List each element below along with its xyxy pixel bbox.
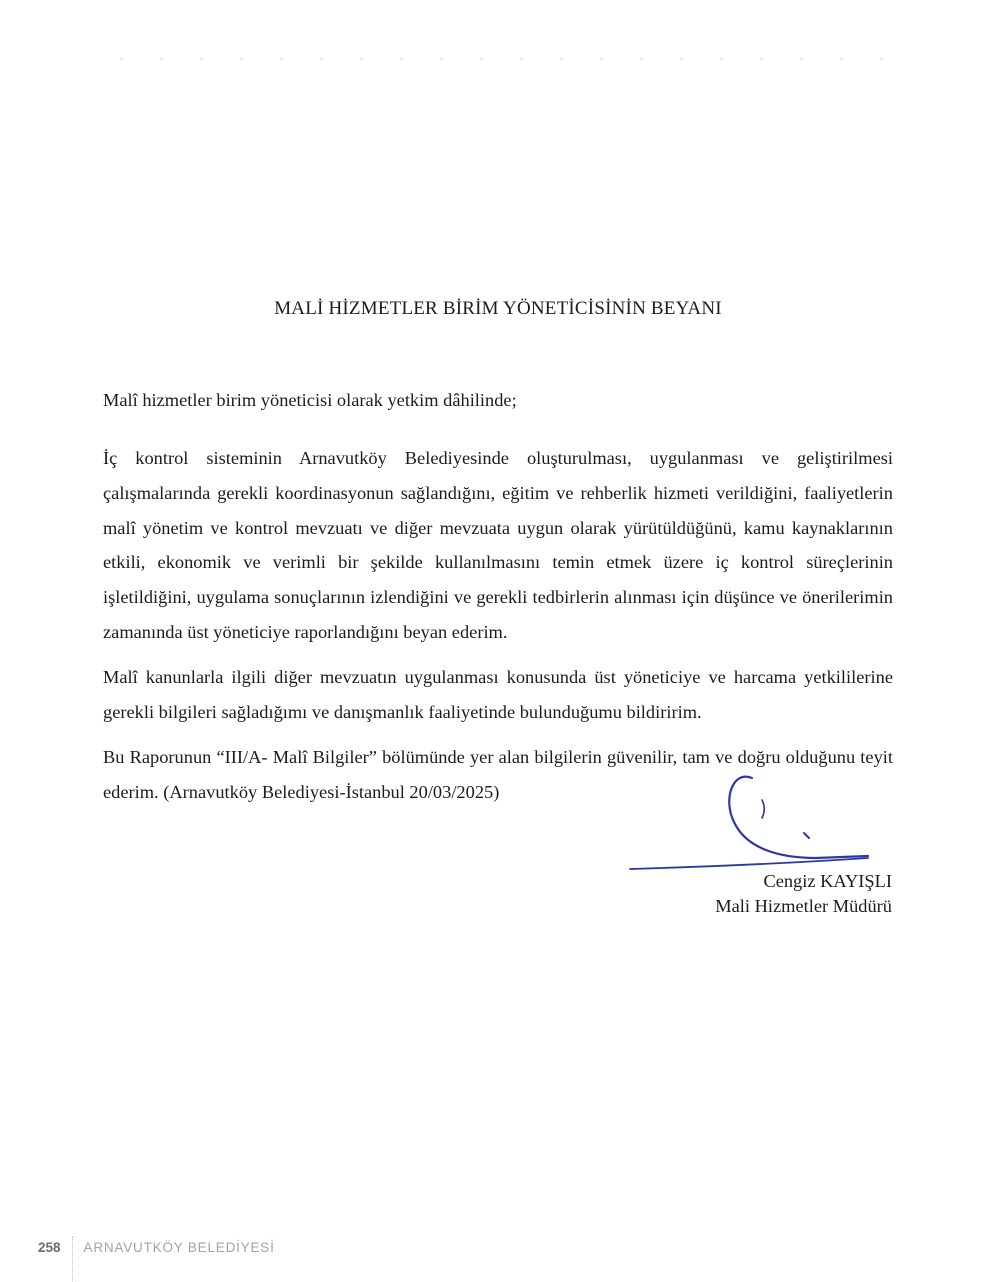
- paragraph-confirmation: Bu Raporunun “III/A- Malî Bilgiler” bölümünde yer alan bilgilerin güvenilir, tam ve doğru olduğunu teyit ederim. (Arnavutköy Belediyesi-İstanbul 20/03/2025): [103, 747, 893, 802]
- page-footer: [38, 1236, 275, 1258]
- intro-line: Malî hizmetler birim yöneticisi olarak yetkim dâhilinde;: [103, 390, 517, 410]
- footer-divider: [72, 1236, 74, 1282]
- signer-block: [715, 869, 892, 919]
- document-title: MALİ HİZMETLER BİRİM YÖNETİCİSİNİN BEYANI: [274, 298, 722, 319]
- signature-dot: [804, 833, 809, 838]
- paragraph-financial-laws: Malî kanunlarla ilgili diğer mevzuatın uygulanması konusunda üst yöneticiye ve harcama yetkililerine gerekli bilgileri sağladığımı ve danışmanlık faaliyetinde bulunduğumu bildiririm.: [103, 667, 893, 722]
- signature-underline: [630, 858, 868, 869]
- signer-name: Cengiz KAYIŞLI: [763, 871, 892, 891]
- scan-edge-artifact: [120, 58, 910, 60]
- paragraph-internal-control: İç kontrol sisteminin Arnavutköy Belediyesinde oluşturulması, uygulanması ve geliştirilmesi çalışmalarında gerekli koordinasyonun sağlandığını, eğitim ve rehberlik hizmeti verildiğini, faaliyetlerin malî yönetim ve kontrol mevzuatı ve diğer mevzuata uygun olarak yürütüldüğünü, kamu kaynaklarının etkili, ekonomik ve verimli bir şekilde kullanılmasını temin etmek üzere iç kontrol süreçlerinin işletildiğini, uygulama sonuçlarının izlendiğini ve gerekli tedbirlerin alınması için düşünce ve önerilerimin zamanında üst yöneticiye raporlandığını beyan ederim.: [103, 448, 893, 642]
- handwritten-signature: [628, 772, 878, 882]
- publisher-name: ARNAVUTKÖY BELEDİYESİ: [83, 1239, 275, 1255]
- signer-title: Mali Hizmetler Müdürü: [715, 896, 892, 916]
- signature-tick: [762, 800, 764, 818]
- signature-loop: [729, 777, 868, 858]
- page-number: 258: [38, 1239, 61, 1255]
